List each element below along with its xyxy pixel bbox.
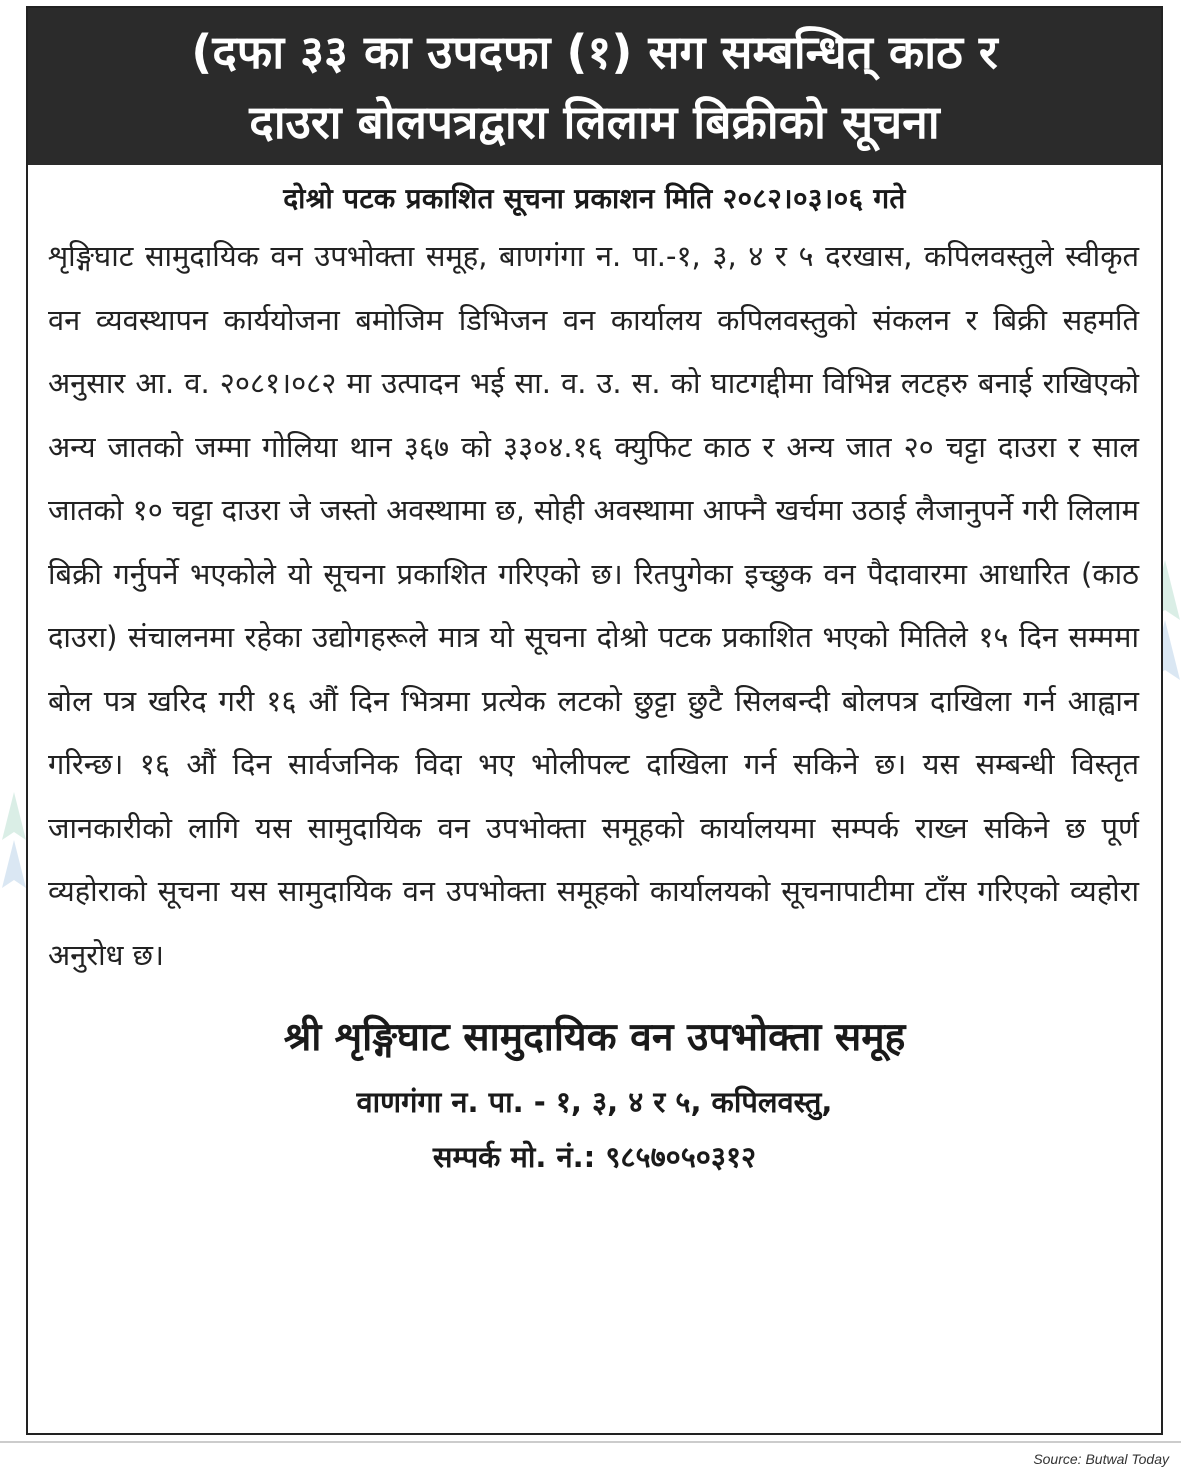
publication-subtitle: दोश्रो पटक प्रकाशित सूचना प्रकाशन मिति २०८२।०३।०६ गते — [283, 182, 906, 215]
bottom-divider — [0, 1441, 1181, 1443]
contact-number: सम्पर्क मो. नं.: ९८५७०५०३१२ — [432, 1140, 757, 1174]
organization-address: वाणगंगा न. पा. - १, ३, ४ र ५, कपिलवस्तु, — [356, 1085, 833, 1119]
notice-frame — [26, 6, 1163, 1435]
decorative-arrow-icon — [2, 790, 26, 890]
source-credit: Source: Butwal Today — [1033, 1451, 1169, 1467]
notice-title-line-2: दाउरा बोलपत्रद्वारा लिलाम बिक्रीको सूचना — [249, 94, 940, 149]
notice-header — [28, 8, 1161, 165]
notice-title-line-1: (दफा ३३ का उपदफा (१) सग सम्बन्धित् काठ र — [191, 24, 998, 79]
notice-body: शृङ्गिघाट सामुदायिक वन उपभोक्ता समूह, बाणगंगा न. पा.-१, ३, ४ र ५ दरखास, कपिलवस्तुले स्वीकृत वन व्यवस्थापन कार्ययोजना बमोजिम डिभिजन वन कार्यालय कपिलवस्तुको संकलन र बिक्री सहमति अनुसार आ. व. २०८१।०८२ मा उत्पादन भई सा. व. उ. स. को घाटगद्दीमा विभिन्न लटहरु बनाई राखिएको अन्य जातको जम्मा गोलिया थान ३६७ को ३३०४.१६ क्युफिट काठ र अन्य जात २० चट्टा दाउरा र साल जातको १० चट्टा दाउरा जे जस्तो अवस्थामा छ, सोही अवस्थामा आफ्नै खर्चमा उठाई लैजानुपर्ने गरी लिलाम बिक्री गर्नुपर्ने भएकोले यो सूचना प्रकाशित गरिएको छ। रितपुगेका इच्छुक वन पैदावारमा आधारित (काठ दाउरा) संचालनमा रहेका उद्योगहरूले मात्र यो सूचना दोश्रो पटक प्रकाशित भएको मितिले १५ दिन सम्ममा बोल पत्र खरिद गरी १६ औं दिन भित्रमा प्रत्येक लटको छुट्टा छुटै सिलबन्दी बोलपत्र दाखिला गर्न आह्वान गरिन्छ। १६ औं दिन सार्वजनिक विदा भए भोलीपल्ट दाखिला गर्न सकिने छ। यस सम्बन्धी विस्तृत जानकारीको लागि यस सामुदायिक वन उपभोक्ता समूहको कार्यालयमा सम्पर्क राख्न सकिने छ पूर्ण व्यहोराको सूचना यस सामुदायिक वन उपभोक्ता समूहको कार्यालयको सूचनापाटीमा टाँस गरिएको व्यहोरा अनुरोध छ। — [48, 239, 1139, 972]
organization-name: श्री शृङ्गिघाट सामुदायिक वन उपभोक्ता समूह — [283, 1015, 906, 1060]
